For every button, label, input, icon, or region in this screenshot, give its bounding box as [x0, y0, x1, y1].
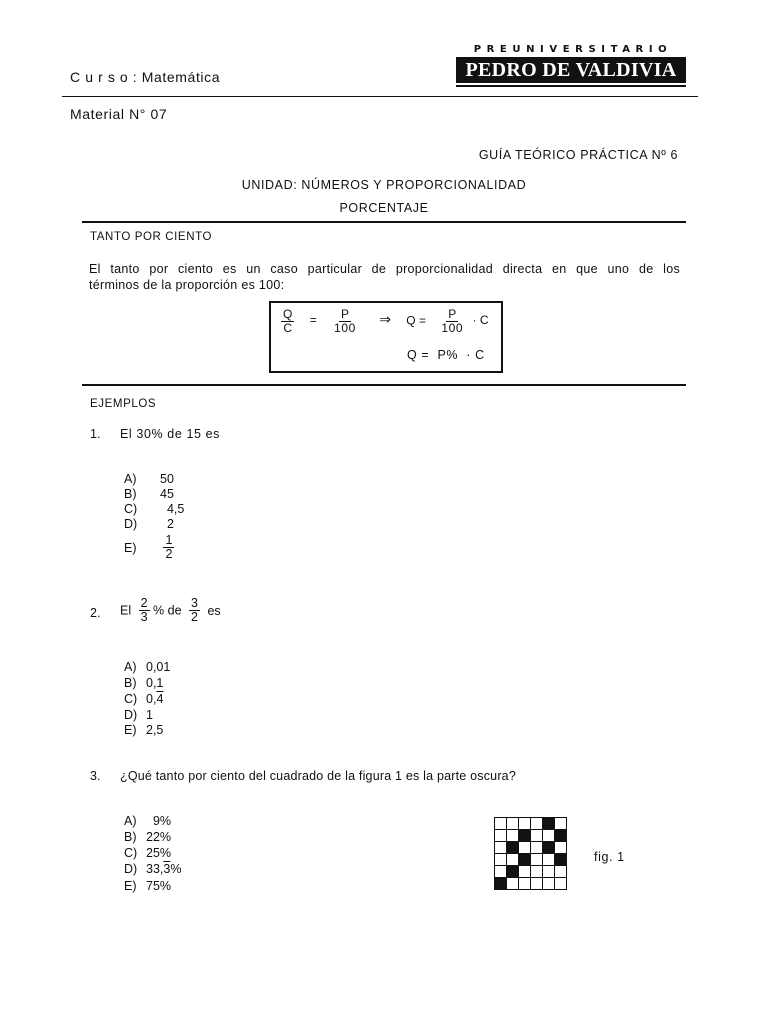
grid-cell-dark — [555, 854, 567, 866]
q3-option-a[interactable] — [124, 814, 171, 828]
header-rule — [62, 96, 698, 97]
option-label: B) — [124, 830, 137, 844]
grid-cell-dark — [543, 818, 555, 830]
q1-option-e[interactable] — [124, 534, 174, 561]
option-label: D) — [124, 517, 138, 531]
q3-option-c[interactable] — [124, 846, 171, 860]
figure-1-grid — [494, 817, 567, 890]
grid-cell-light — [507, 818, 519, 830]
grid-cell-light — [519, 866, 531, 878]
formula-row-2: Q = P% · C — [407, 348, 485, 362]
option-value: 75% — [146, 879, 172, 893]
option-label: A) — [124, 814, 137, 828]
option-label: D) — [124, 708, 138, 722]
formula-row-1 — [281, 308, 489, 334]
q2-option-a[interactable] — [124, 660, 170, 674]
frac-num: 1 — [165, 533, 173, 547]
grid-cell-dark — [555, 830, 567, 842]
q2-pct-de: % de — [153, 603, 182, 618]
option-label: C) — [124, 846, 138, 860]
grid-cell-light — [543, 866, 555, 878]
frac-den: 3 — [140, 610, 148, 625]
frac-num: P — [448, 307, 457, 321]
grid-cell-light — [507, 878, 519, 890]
option-label: C) — [124, 692, 138, 706]
q3-option-e[interactable] — [124, 879, 171, 893]
option-label: C) — [124, 502, 138, 516]
definition-line-2: términos de la proporción es 100: — [89, 278, 285, 292]
material-number: Material N° 07 — [70, 106, 168, 122]
grid-cell-light — [507, 830, 519, 842]
grid-cell-light — [495, 830, 507, 842]
grid-cell-dark — [507, 866, 519, 878]
grid-cell-dark — [507, 842, 519, 854]
q3-option-b[interactable] — [124, 830, 171, 844]
topic-title: PORCENTAJE — [339, 201, 429, 215]
grid-cell-light — [543, 854, 555, 866]
option-value: 9% — [146, 814, 172, 828]
grid-cell-light — [519, 878, 531, 890]
grid-cell-light — [507, 854, 519, 866]
fraction-one-half — [163, 534, 174, 561]
option-value: 33, — [146, 862, 164, 876]
frac-den: C — [283, 320, 292, 335]
option-label: B) — [124, 676, 137, 690]
section-rule-bottom — [82, 384, 686, 386]
examples-title: EJEMPLOS — [90, 398, 157, 410]
option-value: 2 — [160, 517, 174, 531]
grid-cell-light — [495, 842, 507, 854]
option-label: B) — [124, 487, 137, 501]
grid-cell-light — [555, 866, 567, 878]
q1-option-a[interactable] — [124, 472, 174, 486]
q2-option-d[interactable] — [124, 708, 153, 722]
fraction-three-halves — [189, 597, 200, 624]
grid-cell-dark — [519, 830, 531, 842]
option-value: 0,1 — [146, 676, 164, 690]
q2-option-b[interactable] — [124, 676, 163, 690]
option-value-repeating: 3 — [163, 862, 171, 876]
q2-option-e[interactable] — [124, 723, 163, 737]
option-value: 2,5 — [146, 723, 164, 737]
q3-option-d[interactable] — [124, 862, 181, 876]
frac-num: P — [340, 307, 349, 321]
fraction-q-over-c — [281, 308, 294, 334]
section-title-tanto-por-ciento: TANTO POR CIENTO — [90, 231, 213, 243]
definition-paragraph — [89, 261, 680, 293]
grid-cell-light — [531, 830, 543, 842]
option-value: 4,5 — [160, 502, 185, 516]
option-value: 45 — [160, 487, 174, 501]
option-value-suffix: % — [170, 862, 182, 876]
course-title: C u r s o : Matemática — [70, 69, 221, 85]
option-label: E) — [124, 723, 137, 737]
grid-cell-light — [531, 866, 543, 878]
q2-es: es — [207, 603, 221, 618]
definition-line-1: El tanto por ciento es un caso particular de proporcionalidad directa en que uno de los — [89, 262, 680, 276]
q-equals: Q = — [406, 313, 426, 328]
question-2-number: 2. — [90, 606, 101, 620]
grid-cell-light — [495, 866, 507, 878]
fraction-p-over-100-b — [439, 308, 465, 334]
grid-cell-light — [519, 842, 531, 854]
frac-num: 2 — [140, 596, 148, 610]
section-rule-top — [82, 221, 686, 223]
option-value: 25% — [146, 846, 172, 860]
grid-cell-light — [555, 842, 567, 854]
grid-cell-light — [495, 818, 507, 830]
option-label: D) — [124, 862, 138, 876]
option-label: E) — [124, 540, 137, 555]
unit-title: UNIDAD: NÚMEROS Y PROPORCIONALIDAD — [241, 178, 527, 192]
option-label: E) — [124, 879, 137, 893]
question-2-text — [120, 597, 221, 624]
option-value: 0,01 — [146, 660, 171, 674]
q1-option-b[interactable] — [124, 487, 174, 501]
grid-cell-light — [531, 842, 543, 854]
fraction-two-thirds — [139, 597, 150, 624]
frac-den: 100 — [441, 320, 464, 335]
grid-cell-dark — [519, 854, 531, 866]
grid-cell-light — [531, 878, 543, 890]
question-3-number: 3. — [90, 769, 101, 783]
q2-option-c[interactable] — [124, 692, 163, 706]
grid-cell-light — [543, 878, 555, 890]
implies-symbol: ⇒ — [379, 311, 391, 328]
frac-den: 2 — [165, 547, 173, 562]
frac-num: Q — [283, 307, 293, 321]
option-value: 22% — [146, 830, 172, 844]
grid-cell-light — [495, 854, 507, 866]
option-value: 0, — [146, 692, 157, 706]
grid-cell-dark — [543, 842, 555, 854]
frac-num: 3 — [191, 596, 198, 610]
logo-underline — [456, 85, 686, 87]
frac-den: 100 — [334, 320, 356, 335]
logo-preuniversitario: PREUNIVERSITARIO — [473, 44, 673, 55]
option-value: 1 — [146, 708, 153, 722]
guide-title: GUÍA TEÓRICO PRÁCTICA Nº 6 — [478, 148, 678, 162]
option-value: 50 — [160, 472, 174, 486]
equals-sign: = — [309, 313, 317, 328]
option-label: A) — [124, 660, 137, 674]
q2-el: El — [120, 603, 132, 618]
grid-cell-light — [519, 818, 531, 830]
logo-pedro-de-valdivia: PEDRO DE VALDIVIA — [456, 57, 686, 83]
fraction-p-over-100 — [332, 308, 358, 334]
frac-den: 2 — [191, 610, 198, 625]
question-3-text: ¿Qué tanto por ciento del cuadrado de la figura 1 es la parte oscura? — [120, 769, 516, 783]
q1-option-d[interactable] — [124, 517, 174, 531]
question-1-number: 1. — [90, 427, 101, 441]
grid-cell-light — [555, 818, 567, 830]
option-value-repeating: 4 — [156, 692, 164, 706]
question-1-text: El 30% de 15 es — [120, 427, 221, 441]
grid-cell-light — [543, 830, 555, 842]
q1-option-c[interactable] — [124, 502, 184, 516]
grid-cell-light — [531, 854, 543, 866]
grid-cell-light — [531, 818, 543, 830]
times-c: · C — [472, 313, 489, 328]
option-label: A) — [124, 472, 137, 486]
grid-cell-dark — [495, 878, 507, 890]
formula-box — [269, 301, 503, 373]
grid-cell-light — [555, 878, 567, 890]
figure-1-label: fig. 1 — [594, 850, 625, 864]
